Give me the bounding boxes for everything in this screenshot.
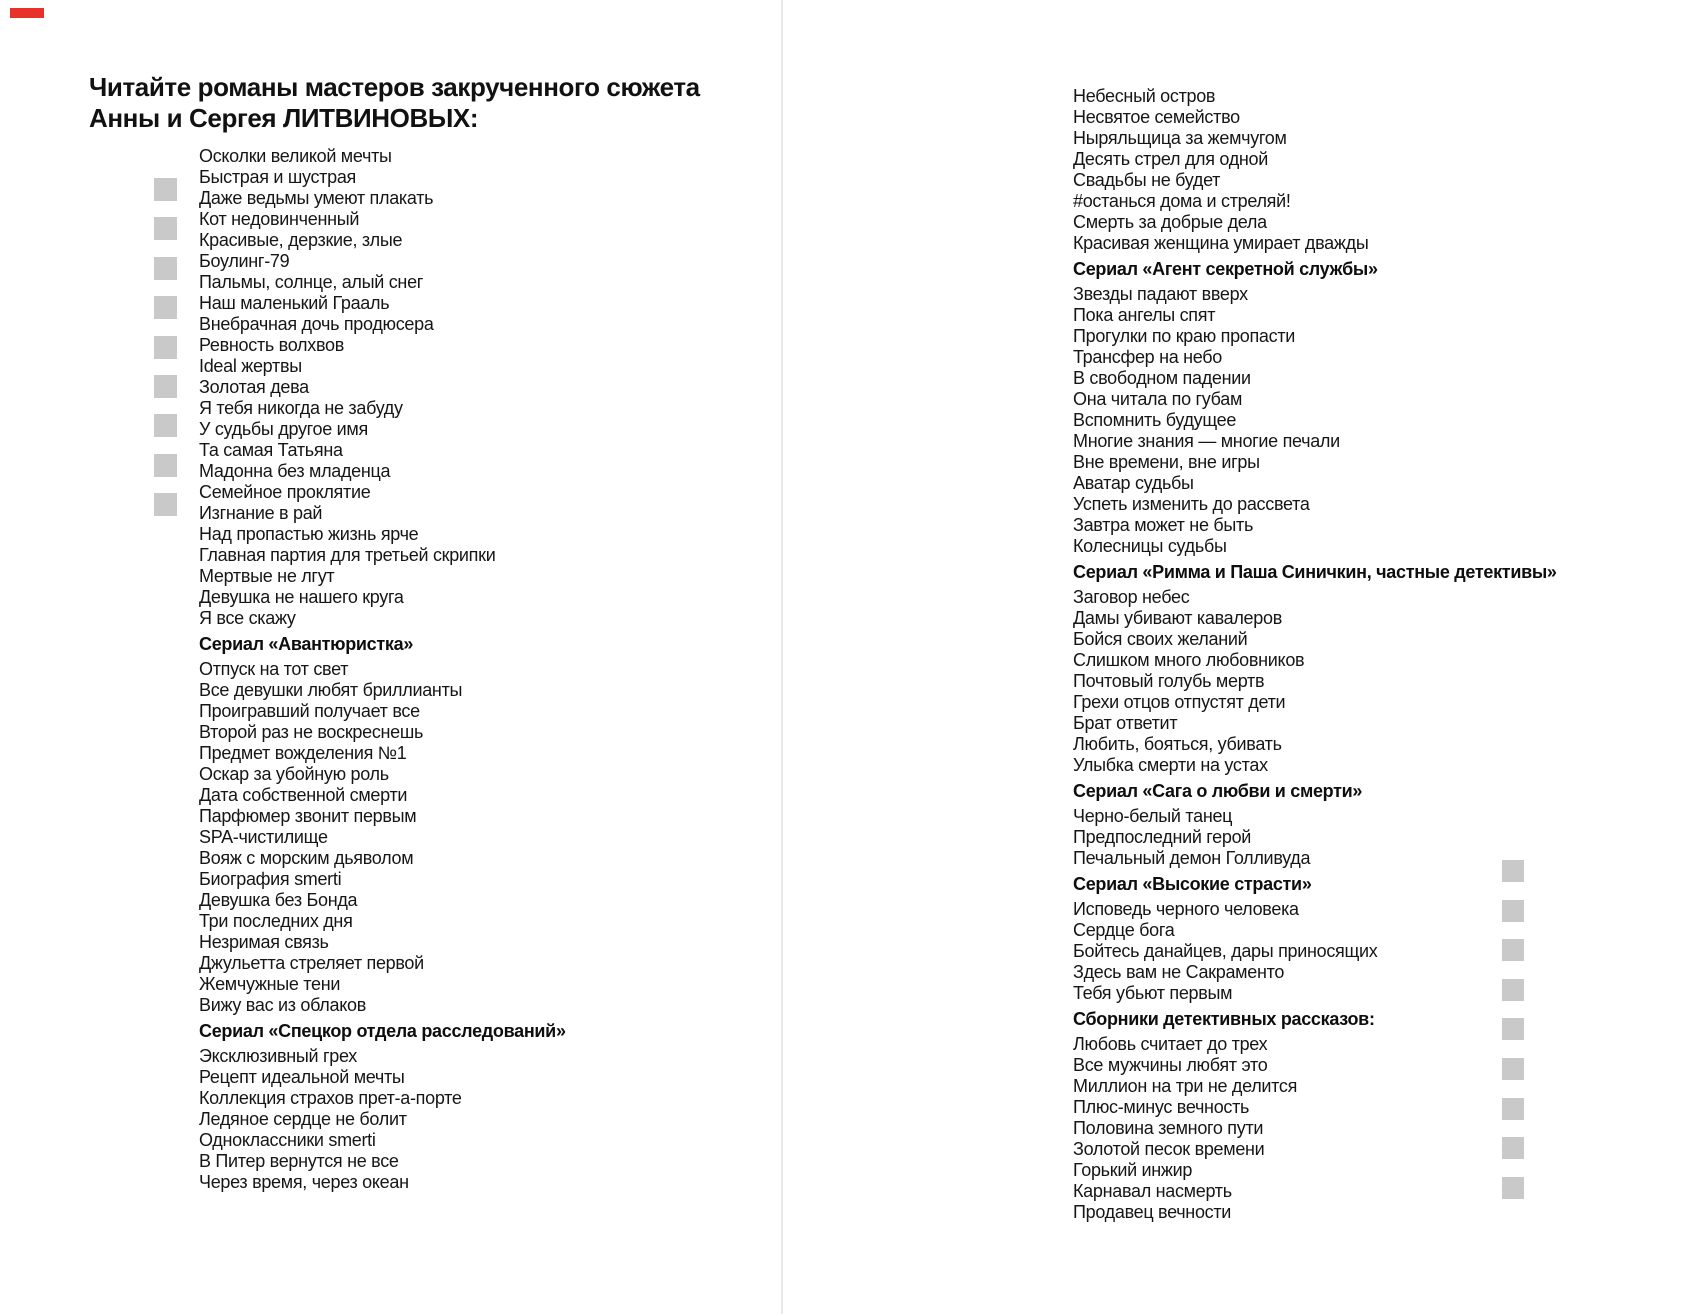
book-title: Карнавал насмерть [1073, 1181, 1232, 1201]
book-title: Золотой песок времени [1073, 1139, 1265, 1159]
book-title: Бойся своих желаний [1073, 629, 1248, 649]
book-title: Все мужчины любят это [1073, 1055, 1268, 1075]
book-title: Пальмы, солнце, алый снег [199, 272, 424, 292]
gray-square-marker [1502, 1058, 1524, 1080]
book-title: Мертвые не лгут [199, 566, 335, 586]
page-title-line-2: Анны и Сергея ЛИТВИНОВЫХ: [89, 103, 479, 133]
book-title: Горький инжир [1073, 1160, 1193, 1180]
book-title: У судьбы другое имя [199, 419, 368, 439]
book-title: Заговор небес [1073, 587, 1190, 607]
book-title: Черно-белый танец [1073, 806, 1233, 826]
gray-square-marker [154, 375, 177, 398]
book-title: Незримая связь [199, 932, 329, 952]
book-title: Осколки великой мечты [199, 146, 392, 166]
book-title: Быстрая и шустрая [199, 167, 356, 187]
book-title: Улыбка смерти на устах [1073, 755, 1268, 775]
book-title: Трансфер на небо [1073, 347, 1222, 367]
book-title: Джульетта стреляет первой [199, 953, 424, 973]
gray-square-marker [1502, 939, 1524, 961]
book-title: Девушка не нашего круга [199, 587, 404, 607]
book-title: Я все скажу [199, 608, 296, 628]
gray-square-marker [154, 414, 177, 437]
gray-square-marker [154, 257, 177, 280]
book-title: Продавец вечности [1073, 1202, 1232, 1222]
book-title: Дата собственной смерти [199, 785, 408, 805]
book-title: Ревность волхвов [199, 335, 344, 355]
book-title: Вне времени, вне игры [1073, 452, 1260, 472]
book-title: Коллекция страхов прет-а-порте [199, 1088, 462, 1108]
book-title: Через время, через океан [199, 1172, 409, 1192]
gray-square-marker [1502, 979, 1524, 1001]
series-header: Сборники детективных рассказов: [1073, 1009, 1375, 1029]
gray-square-marker [1502, 860, 1524, 882]
book-title: Над пропастью жизнь ярче [199, 524, 419, 544]
book-title: Ныряльщица за жемчугом [1073, 128, 1287, 148]
series-header: Сериал «Римма и Паша Синичкин, частные детективы» [1073, 562, 1557, 582]
gray-square-marker [1502, 900, 1524, 922]
book-title: Наш маленький Грааль [199, 293, 390, 313]
book-title: Дамы убивают кавалеров [1073, 608, 1282, 628]
book-title: Вояж с морским дьяволом [199, 848, 414, 868]
series-header: Сериал «Агент секретной службы» [1073, 259, 1378, 279]
gray-square-marker [1502, 1018, 1524, 1040]
book-title: Колесницы судьбы [1073, 536, 1227, 556]
gray-square-marker [154, 217, 177, 240]
book-title: Небесный остров [1073, 86, 1216, 106]
book-title: Любить, бояться, убивать [1073, 734, 1282, 754]
book-title: Прогулки по краю пропасти [1073, 326, 1296, 346]
book-title: Многие знания — многие печали [1073, 431, 1340, 451]
book-title: Тебя убьют первым [1073, 983, 1233, 1003]
gray-square-marker [1502, 1137, 1524, 1159]
book-title: Печальный демон Голливуда [1073, 848, 1311, 868]
book-title: Брат ответит [1073, 713, 1178, 733]
book-title: Здесь вам не Сакраменто [1073, 962, 1285, 982]
book-title: Отпуск на тот свет [199, 659, 349, 679]
right-book-list [1073, 86, 1683, 1223]
book-title: Второй раз не воскреснешь [199, 722, 424, 742]
series-header: Сериал «Сага о любви и смерти» [1073, 781, 1363, 801]
book-title: Успеть изменить до рассвета [1073, 494, 1310, 514]
book-title: Внебрачная дочь продюсера [199, 314, 434, 334]
book-title: В Питер вернутся не все [199, 1151, 399, 1171]
book-title: Ideal жертвы [199, 356, 302, 376]
book-title: Девушка без Бонда [199, 890, 358, 910]
book-title: Звезды падают вверх [1073, 284, 1248, 304]
book-title: Я тебя никогда не забуду [199, 398, 403, 418]
book-title: Три последних дня [199, 911, 353, 931]
book-title: Золотая дева [199, 377, 309, 397]
book-title: Главная партия для третьей скрипки [199, 545, 496, 565]
series-header: Сериал «Спецкор отдела расследований» [199, 1021, 566, 1041]
book-title: Половина земного пути [1073, 1118, 1264, 1138]
book-title: Вижу вас из облаков [199, 995, 366, 1015]
book-title: Сердце бога [1073, 920, 1175, 940]
book-title: Проигравший получает все [199, 701, 420, 721]
book-title: В свободном падении [1073, 368, 1251, 388]
book-title: Предмет вожделения №1 [199, 743, 407, 763]
gray-square-marker [1502, 1177, 1524, 1199]
left-book-list [199, 146, 799, 1193]
book-title: Красивая женщина умирает дважды [1073, 233, 1369, 253]
gray-square-marker [1502, 1098, 1524, 1120]
book-title: Мадонна без младенца [199, 461, 391, 481]
book-title: Свадьбы не будет [1073, 170, 1221, 190]
book-title: Почтовый голубь мертв [1073, 671, 1265, 691]
book-title: Грехи отцов отпустят дети [1073, 692, 1286, 712]
book-title: Плюс-минус вечность [1073, 1097, 1250, 1117]
book-title: Изгнание в рай [199, 503, 323, 523]
book-title: Вспомнить будущее [1073, 410, 1237, 430]
page-title [89, 72, 700, 134]
book-title: Несвятое семейство [1073, 107, 1240, 127]
book-title: Все девушки любят бриллианты [199, 680, 463, 700]
book-title: #останься дома и стреляй! [1073, 191, 1291, 211]
book-title: Та самая Татьяна [199, 440, 343, 460]
book-title: Смерть за добрые дела [1073, 212, 1267, 232]
book-title: Она читала по губам [1073, 389, 1243, 409]
book-title: Десять стрел для одной [1073, 149, 1269, 169]
book-title: Кот недовинченный [199, 209, 360, 229]
book-title: Аватар судьбы [1073, 473, 1194, 493]
book-title: Пока ангелы спят [1073, 305, 1216, 325]
gray-square-marker [154, 336, 177, 359]
book-title: Слишком много любовников [1073, 650, 1305, 670]
book-title: Жемчужные тени [199, 974, 341, 994]
page-title-line-1: Читайте романы мастеров закрученного сюжета [89, 72, 700, 102]
book-title: Рецепт идеальной мечты [199, 1067, 405, 1087]
book-title: Даже ведьмы умеют плакать [199, 188, 434, 208]
book-title: Эксклюзивный грех [199, 1046, 357, 1066]
gray-square-marker [154, 454, 177, 477]
book-title: Любовь считает до трех [1073, 1034, 1268, 1054]
book-title: Исповедь черного человека [1073, 899, 1299, 919]
book-title: Боулинг-79 [199, 251, 290, 271]
gray-square-marker [154, 493, 177, 516]
book-title: Семейное проклятие [199, 482, 371, 502]
book-title: Одноклассники smerti [199, 1130, 376, 1150]
book-title: SPA-чистилище [199, 827, 328, 847]
book-title: Бойтесь данайцев, дары приносящих [1073, 941, 1378, 961]
gray-square-marker [154, 178, 177, 201]
series-header: Сериал «Высокие страсти» [1073, 874, 1312, 894]
book-title: Предпоследний герой [1073, 827, 1252, 847]
book-title: Оскар за убойную роль [199, 764, 389, 784]
book-title: Миллион на три не делится [1073, 1076, 1298, 1096]
book-title: Красивые, дерзкие, злые [199, 230, 403, 250]
book-title: Парфюмер звонит первым [199, 806, 417, 826]
red-mark [10, 8, 44, 18]
book-title: Ледяное сердце не болит [199, 1109, 407, 1129]
book-title: Биография smerti [199, 869, 342, 889]
gray-square-marker [154, 296, 177, 319]
book-title: Завтра может не быть [1073, 515, 1254, 535]
series-header: Сериал «Авантюристка» [199, 634, 414, 654]
